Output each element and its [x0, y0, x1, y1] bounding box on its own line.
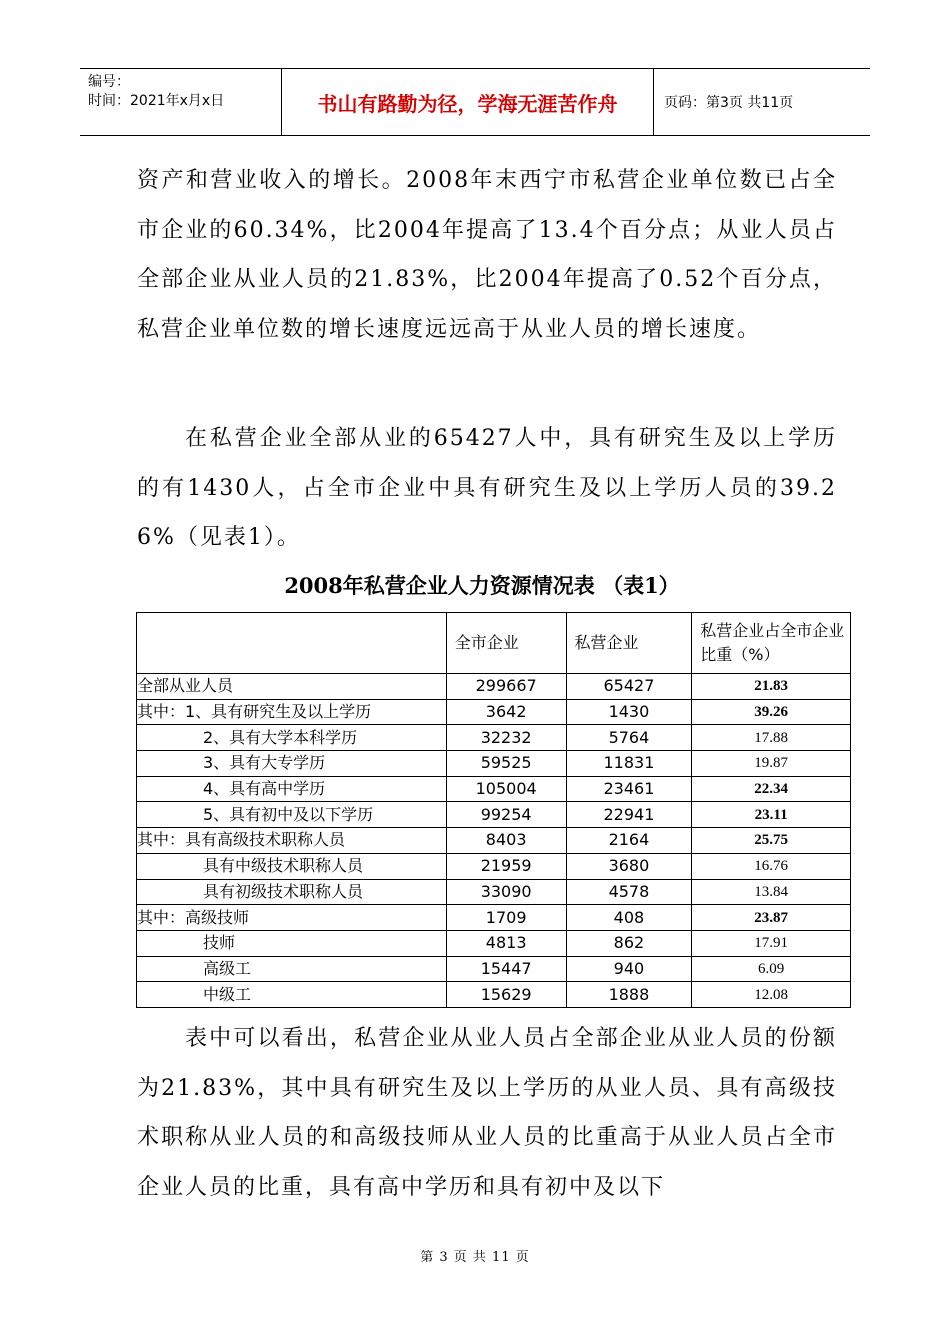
document-date-label: 时间：2021年x月x日 [88, 93, 225, 109]
ratio-cell: 25.75 [692, 828, 851, 854]
ratio-cell: 22.34 [692, 776, 851, 802]
row-label-cell: 3、具有大专学历 [137, 751, 447, 777]
ratio-cell: 13.84 [692, 879, 851, 905]
table-header-row [137, 613, 851, 674]
hr-table [136, 612, 851, 1008]
table-row [137, 725, 851, 751]
table-row [137, 776, 851, 802]
table-row [137, 905, 851, 931]
table-row [137, 853, 851, 879]
row-label-cell: 具有中级技术职称人员 [137, 853, 447, 879]
ratio-cell: 6.09 [692, 956, 851, 982]
row-label-cell: 5、具有初中及以下学历 [137, 802, 447, 828]
document-number-label: 编号： [88, 74, 130, 90]
row-label-cell: 技师 [137, 930, 447, 956]
table-row [137, 982, 851, 1008]
ratio-cell: 21.83 [692, 674, 851, 700]
table-row [137, 930, 851, 956]
header-meta [80, 69, 282, 135]
city-total-cell: 15447 [446, 956, 566, 982]
row-label-cell: 4、具有高中学历 [137, 776, 447, 802]
row-label-cell: 2、具有大学本科学历 [137, 725, 447, 751]
private-total-cell: 23461 [566, 776, 692, 802]
table-row [137, 956, 851, 982]
city-total-cell: 8403 [446, 828, 566, 854]
page-header [80, 68, 870, 136]
table-row [137, 699, 851, 725]
city-total-cell: 99254 [446, 802, 566, 828]
private-total-cell: 11831 [566, 751, 692, 777]
private-total-cell: 4578 [566, 879, 692, 905]
table-row [137, 751, 851, 777]
ratio-cell: 17.88 [692, 725, 851, 751]
private-total-cell: 1430 [566, 699, 692, 725]
private-total-cell: 5764 [566, 725, 692, 751]
city-total-cell: 32232 [446, 725, 566, 751]
table-header-cell: 私营企业占全市企业比重（%） [692, 613, 851, 674]
ratio-cell: 23.11 [692, 802, 851, 828]
row-label-cell: 其中：高级技师 [137, 905, 447, 931]
table-header-cell: 私营企业 [566, 613, 692, 674]
table-row [137, 802, 851, 828]
ratio-cell: 19.87 [692, 751, 851, 777]
private-total-cell: 862 [566, 930, 692, 956]
table-body [137, 674, 851, 1008]
body-paragraph-2: 在私营企业全部从业的65427人中，具有研究生及以上学历的有1430人，占全市企业中具有研究生及以上学历人员的39.26%（见表1）。 [137, 426, 837, 550]
header-motto: 书山有路勤为径，学海无涯苦作舟 [282, 69, 654, 135]
private-total-cell: 408 [566, 905, 692, 931]
private-total-cell: 1888 [566, 982, 692, 1008]
city-total-cell: 299667 [446, 674, 566, 700]
city-total-cell: 21959 [446, 853, 566, 879]
city-total-cell: 33090 [446, 879, 566, 905]
table-header-cell [137, 613, 447, 674]
ratio-cell: 39.26 [692, 699, 851, 725]
city-total-cell: 15629 [446, 982, 566, 1008]
table-row [137, 828, 851, 854]
city-total-cell: 105004 [446, 776, 566, 802]
table-row [137, 879, 851, 905]
row-label-cell: 全部从业人员 [137, 674, 447, 700]
city-total-cell: 1709 [446, 905, 566, 931]
row-label-cell: 中级工 [137, 982, 447, 1008]
city-total-cell: 3642 [446, 699, 566, 725]
private-total-cell: 2164 [566, 828, 692, 854]
body-paragraph-1: 资产和营业收入的增长。2008年末西宁市私营企业单位数已占全市企业的60.34%，比2004年提高了13.4个百分点；从业人员占全部企业从业人员的21.83%，比2004年提高了0.52个百分点，私营企业单位数的增长速度远远高于从业人员的增长速度。 [137, 168, 837, 342]
row-label-cell: 具有初级技术职称人员 [137, 879, 447, 905]
row-label-cell: 其中：具有高级技术职称人员 [137, 828, 447, 854]
row-label-cell: 高级工 [137, 956, 447, 982]
table-header-cell: 全市企业 [446, 613, 566, 674]
row-label-cell: 其中：1、具有研究生及以上学历 [137, 699, 447, 725]
header-page-info: 页码：第3页 共11页 [664, 95, 794, 111]
body-paragraph-3: 表中可以看出，私营企业从业人员占全部企业从业人员的份额为21.83%，其中具有研究生及以上学历的从业人员、具有高级技术职称从业人员的和高级技师从业人员的比重高于从业人员占全市企业人员的比重，具有高中学历和具有初中及以下 [137, 1026, 837, 1200]
ratio-cell: 16.76 [692, 853, 851, 879]
private-total-cell: 3680 [566, 853, 692, 879]
table-caption: 2008年私营企业人力资源情况表 （表1） [284, 573, 680, 598]
city-total-cell: 59525 [446, 751, 566, 777]
private-total-cell: 65427 [566, 674, 692, 700]
ratio-cell: 23.87 [692, 905, 851, 931]
city-total-cell: 4813 [446, 930, 566, 956]
ratio-cell: 17.91 [692, 930, 851, 956]
private-total-cell: 940 [566, 956, 692, 982]
private-total-cell: 22941 [566, 802, 692, 828]
ratio-cell: 12.08 [692, 982, 851, 1008]
page-footer: 第 3 页 共 11 页 [420, 1250, 530, 1265]
table-row [137, 674, 851, 700]
